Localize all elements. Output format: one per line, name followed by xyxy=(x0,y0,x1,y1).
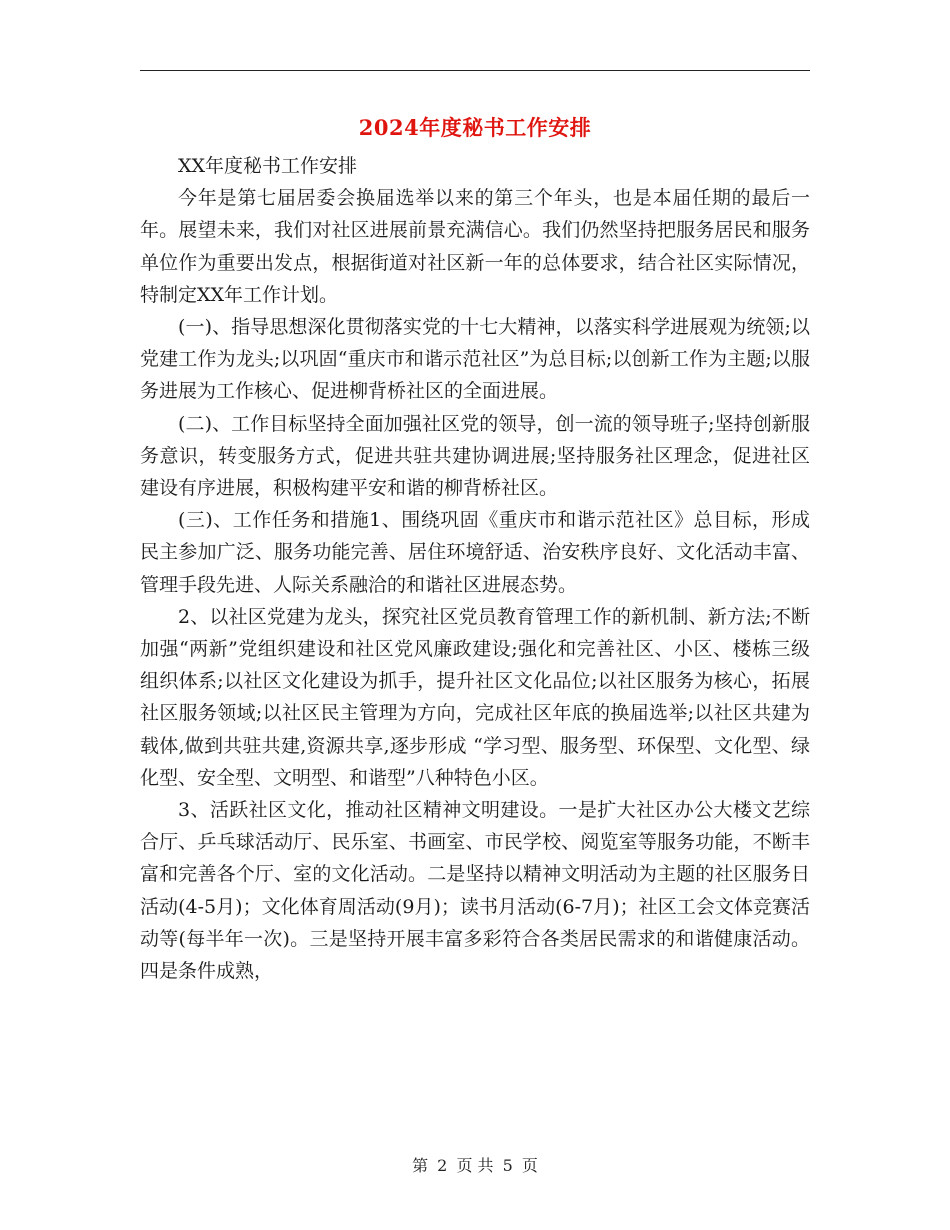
paragraph-community-culture: 3、活跃社区文化，推动社区精神文明建设。一是扩大社区办公大楼文艺综合厅、乒乓球活动厅、民乐室、书画室、市民学校、阅览室等服务功能，不断丰富和完善各个厅、室的文化活动。二是坚持以精神文明活动为主题的社区服务日活动(4-5月)；文化体育周活动(9月)；读书月活动(6-7月)；社区工会文体竞赛活动等(每半年一次)。三是坚持开展丰富多彩符合各类居民需求的和谐健康活动。四是条件成熟， xyxy=(140,799,810,983)
paragraph-subtitle: XX年度秘书工作安排 xyxy=(178,155,358,177)
header-rule xyxy=(140,70,810,71)
document-title: 2024年度秘书工作安排 xyxy=(358,115,592,140)
footer-current-page: 2 xyxy=(437,1156,448,1175)
footer-mid: 页 共 xyxy=(456,1156,494,1175)
footer-suffix: 页 xyxy=(521,1156,538,1175)
paragraph-guiding-ideology: (一)、指导思想深化贯彻落实党的十七大精神，以落实科学进展观为统领;以党建工作为龙头;以巩固“重庆市和谐示范社区”为总目标;以创新工作为主题;以服务进展为工作核心、促进柳背桥社区的全面进展。 xyxy=(140,316,810,403)
footer-total-pages: 5 xyxy=(502,1156,513,1175)
page-footer xyxy=(0,1153,950,1176)
document-body xyxy=(140,150,810,987)
paragraph-tasks-measures: (三)、工作任务和措施1、围绕巩固《重庆市和谐示范社区》总目标，形成民主参加广泛、服务功能完善、居住环境舒适、治安秩序良好、文化活动丰富、管理手段先进、人际关系融洽的和谐社区进展态势。 xyxy=(140,509,810,596)
paragraph-intro: 今年是第七届居委会换届选举以来的第三个年头，也是本届任期的最后一年。展望未来，我们对社区进展前景充满信心。我们仍然坚持把服务居民和服务单位作为重要出发点，根据街道对社区新一年的总体要求，结合社区实际情况，特制定XX年工作计划。 xyxy=(140,187,810,306)
paragraph-party-building: 2、以社区党建为龙头，探究社区党员教育管理工作的新机制、新方法;不断加强“两新”党组织建设和社区党风廉政建设;强化和完善社区、小区、楼栋三级组织体系;以社区文化建设为抓手，提升社区文化品位;以社区服务为核心，拓展社区服务领域;以社区民主管理为方向，完成社区年底的换届选举;以社区共建为载体,做到共驻共建,资源共享,逐步形成 “学习型、服务型、环保型、文化型、绿化型、安全型、文明型、和谐型”八种特色小区。 xyxy=(140,605,810,789)
paragraph-work-goals: (二)、工作目标坚持全面加强社区党的领导，创一流的领导班子;坚持创新服务意识，转变服务方式，促进共驻共建协调进展;坚持服务社区理念，促进社区建设有序进展，积极构建平安和谐的柳背桥社区。 xyxy=(140,412,810,500)
footer-prefix: 第 xyxy=(412,1156,429,1175)
